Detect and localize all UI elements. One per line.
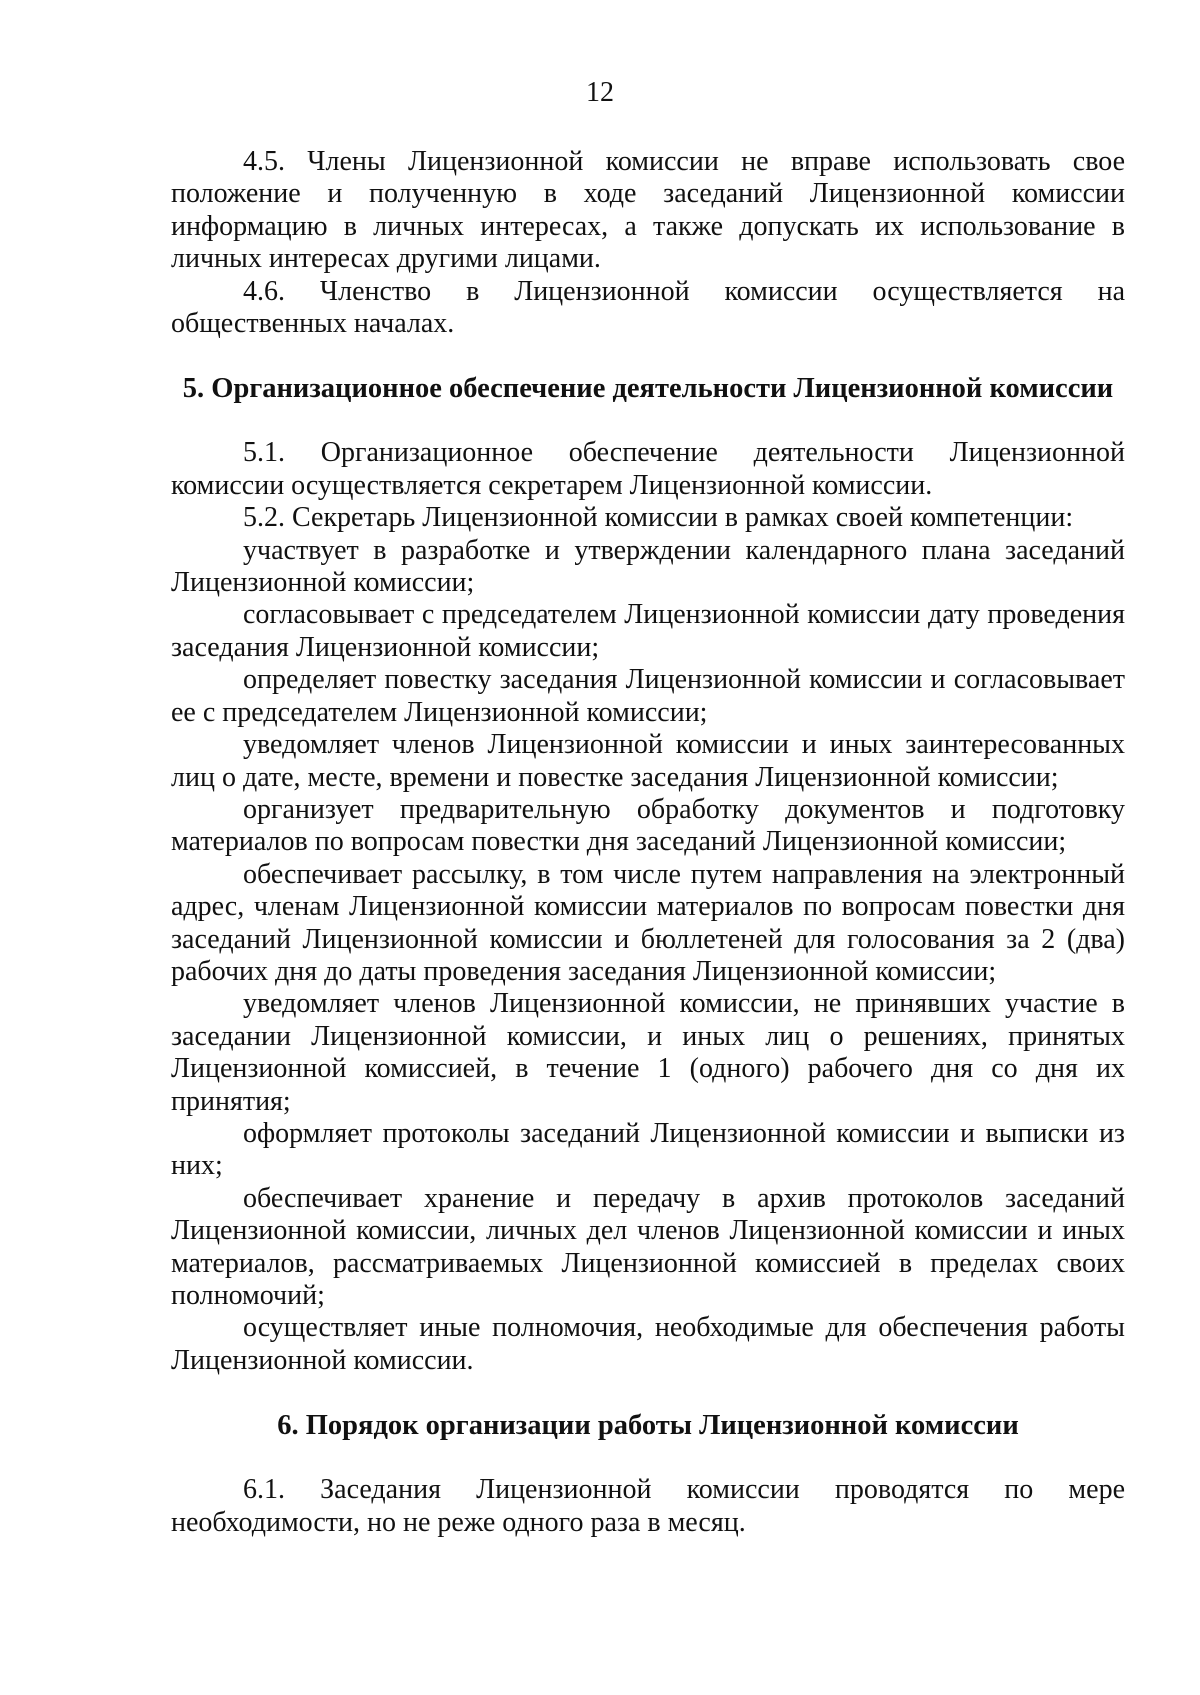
paragraph-5-1: 5.1. Организационное обеспечение деятельности Лицензионной комиссии осуществляется секретарем Лицензионной комиссии.: [171, 437, 1125, 501]
duty-item: уведомляет членов Лицензионной комиссии и иных заинтересованных лиц о дате, месте, времени и повестке заседания Лицензионной комиссии;: [171, 729, 1125, 793]
section-6-heading: 6. Порядок организации работы Лицензионной комиссии: [277, 1410, 1019, 1442]
duty-item: обеспечивает хранение и передачу в архив протоколов заседаний Лицензионной комиссии, личных дел членов Лицензионной комиссии и иных материалов, рассматриваемых Лицензионной комиссией в пределах своих полномочий;: [171, 1182, 1125, 1311]
document-body: [171, 146, 1125, 1539]
duty-item: уведомляет членов Лицензионной комиссии, не принявших участие в заседании Лицензионной комиссии, и иных лиц о решениях, принятых Лицензионной комиссией, в течение 1 (одного) рабочего дня со дня их принятия;: [171, 988, 1125, 1117]
paragraph-4-6: 4.6. Членство в Лицензионной комиссии осуществляется на общественных началах.: [171, 275, 1125, 340]
duty-item: организует предварительную обработку документов и подготовку материалов по вопросам повестки дня заседаний Лицензионной комиссии;: [171, 793, 1125, 858]
duty-item: согласовывает с председателем Лицензионной комиссии дату проведения заседания Лицензионной комиссии;: [171, 599, 1125, 663]
page-number: 12: [586, 77, 614, 108]
duty-item: осуществляет иные полномочия, необходимые для обеспечения работы Лицензионной комиссии.: [171, 1312, 1125, 1376]
duty-item: оформляет протоколы заседаний Лицензионной комиссии и выписки из них;: [171, 1117, 1125, 1182]
paragraph-6-1: 6.1. Заседания Лицензионной комиссии проводятся по мере необходимости, но не реже одного раза в месяц.: [171, 1474, 1125, 1538]
paragraph-5-2: 5.2. Секретарь Лицензионной комиссии в рамках своей компетенции:: [243, 502, 1074, 534]
paragraph-4-5: 4.5. Члены Лицензионной комиссии не вправе использовать свое положение и полученную в ходе заседаний Лицензионной комиссии информацию в личных интересах, а также допускать их использование в личных интересах другими лицами.: [171, 146, 1125, 275]
section-5-heading: 5. Организационное обеспечение деятельности Лицензионной комиссии: [182, 373, 1114, 405]
duty-item: участвует в разработке и утверждении календарного плана заседаний Лицензионной комиссии;: [171, 534, 1125, 599]
duty-item: обеспечивает рассылку, в том числе путем направления на электронный адрес, членам Лицензионной комиссии материалов по вопросам повестки дня заседаний Лицензионной комиссии и бюллетеней для голосования за 2 (два) рабочих дня до даты проведения заседания Лицензионной комиссии;: [171, 858, 1125, 987]
duty-item: определяет повестку заседания Лицензионной комиссии и согласовывает ее с председателем Лицензионной комиссии;: [171, 664, 1125, 728]
